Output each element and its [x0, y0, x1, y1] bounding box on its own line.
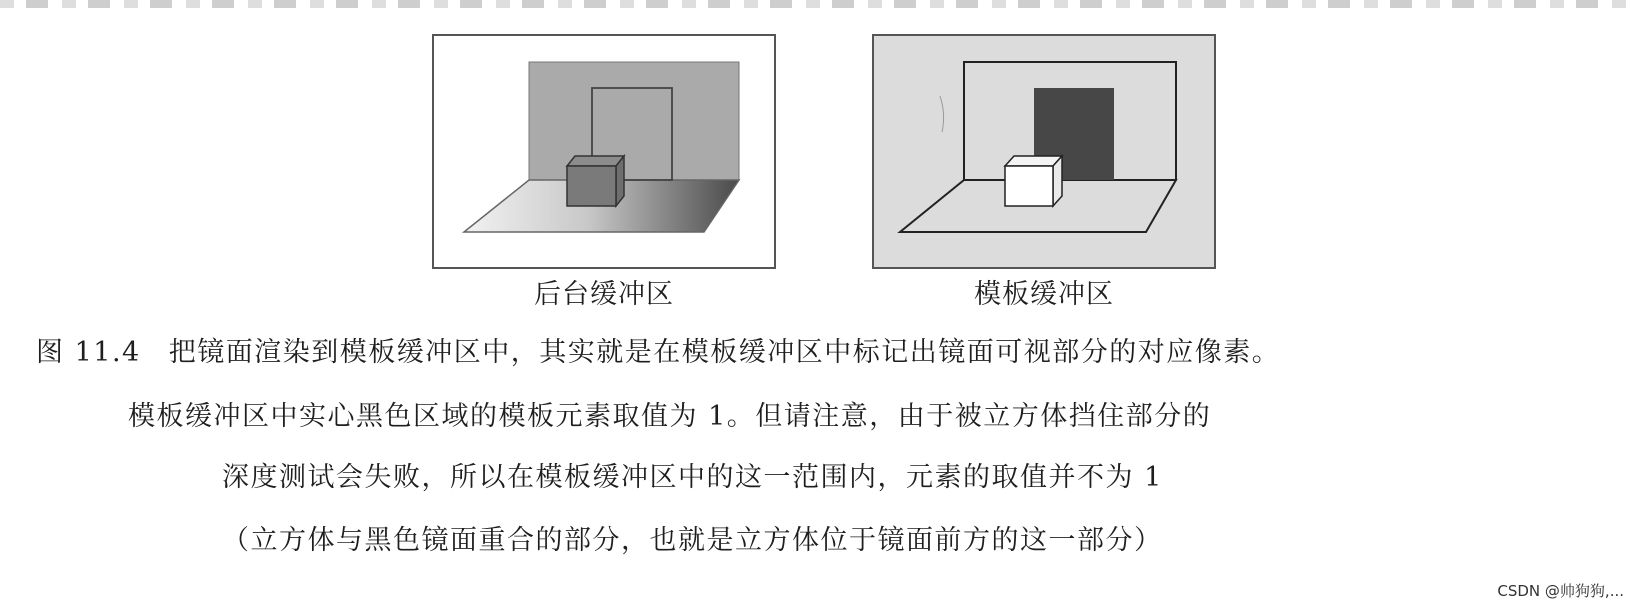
- back-wall: [529, 62, 739, 180]
- stencil-buffer-illustration: [872, 34, 1216, 269]
- csdn-watermark: CSDN @帅狗狗,...: [1497, 582, 1624, 600]
- caption-line-3: 深度测试会失败，所以在模板缓冲区中的这一范围内，元素的取值并不为 1: [222, 462, 1163, 493]
- caption-line-2: 模板缓冲区中实心黑色区域的模板元素取值为 1。但请注意，由于被立方体挡住部分的: [128, 401, 1212, 432]
- caption-line-4: （立方体与黑色镜面重合的部分，也就是立方体位于镜面前方的这一部分）: [222, 525, 1163, 556]
- cube-front: [1005, 166, 1053, 206]
- cube-top: [567, 156, 624, 166]
- caption-text-1: 把镜面渲染到模板缓冲区中，其实就是在模板缓冲区中标记出镜面可视部分的对应像素。: [168, 337, 1281, 368]
- cube-front: [567, 166, 616, 206]
- cube-right: [616, 156, 624, 206]
- back-buffer-label: 后台缓冲区: [534, 279, 674, 310]
- cropped-text-band: [0, 0, 1632, 8]
- caption-line-1: [36, 330, 1280, 369]
- stencil-buffer-scene: [874, 36, 1214, 267]
- stencil-buffer-label: 模板缓冲区: [974, 279, 1114, 310]
- back-buffer-illustration: [432, 34, 776, 269]
- cube-right: [1053, 156, 1062, 206]
- scratch-mark: [940, 96, 944, 132]
- figure-number: 图 11.4: [36, 337, 141, 368]
- back-buffer-scene: [434, 36, 774, 267]
